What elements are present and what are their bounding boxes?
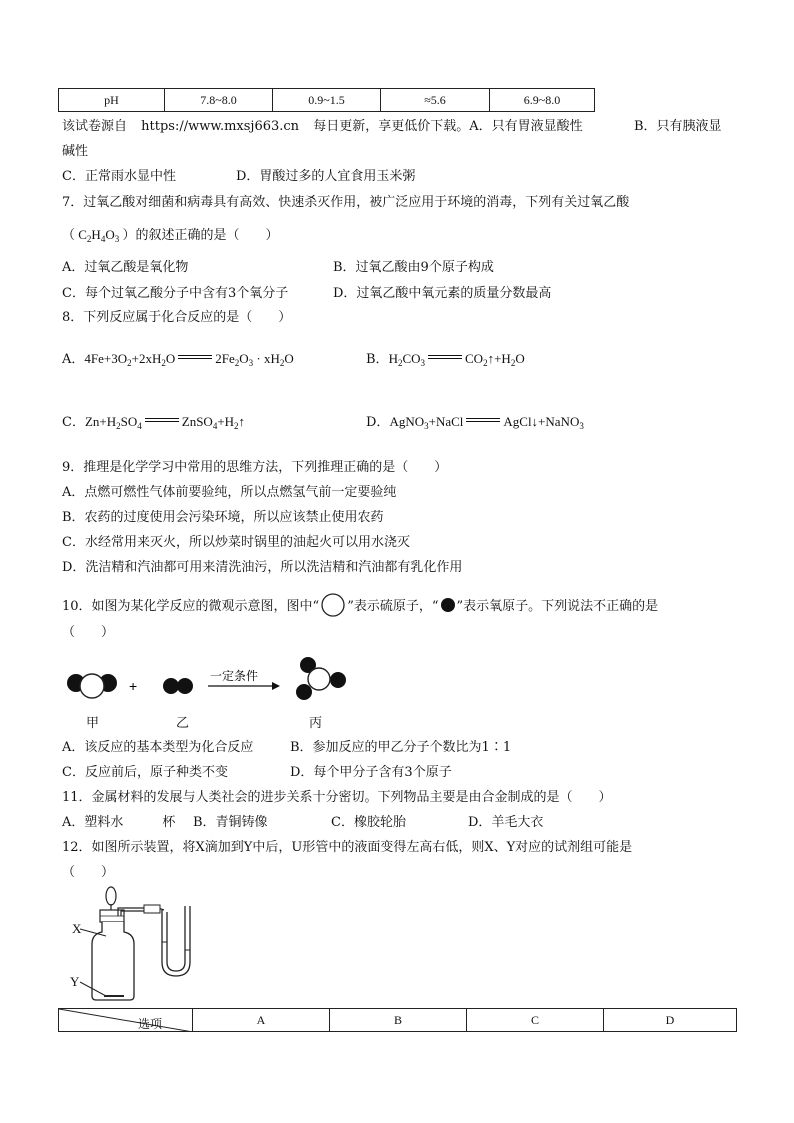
molecule-bing-icon — [296, 657, 346, 700]
q6-option-b: B．只有胰液显 — [634, 119, 722, 134]
q11-option-d: D．羊毛大衣 — [468, 815, 544, 830]
q10-stem-b: ”表示硫原子，“ — [347, 599, 439, 614]
q10-stem-c: ”表示氧原子。下列说法不正确的是 — [456, 599, 659, 614]
q7-option-c: C．每个过氧乙酸分子中含有3个氧分子 — [62, 286, 289, 301]
source-note: 该试卷源自 — [62, 119, 128, 134]
q10-option-b: B．参加反应的甲乙分子个数比为1∶1 — [290, 740, 512, 755]
q8-equation-b: $H_2CO_3$ $CO_2↑+H_2O$ — [388, 351, 525, 368]
label-x: X — [72, 921, 82, 936]
diagonal-line — [59, 1009, 193, 1032]
label-bing: 丙 — [309, 716, 323, 731]
q8-equation-a: $4Fe+3O_2+2xH_2O$ $2Fe_2O_3 \cdot xH_2O$ — [84, 351, 294, 368]
q10-option-c: C．反应前后，原子种类不变 — [62, 765, 228, 780]
molecule-jia-icon — [67, 674, 117, 698]
table-header-cell: B — [330, 1009, 467, 1032]
q7-stem-2 — [62, 226, 278, 248]
ph-value-cell: ≈5.6 — [381, 89, 490, 112]
molecule-yi-icon — [163, 678, 193, 694]
source-tail: 每日更新，享更低价下载。A．只有胃液显酸性 — [313, 119, 583, 134]
oxygen-atom-icon — [439, 595, 457, 615]
q8-option-b — [366, 350, 525, 372]
q11-option-a: A．塑料水 杯 — [62, 815, 176, 830]
q6-option-d: D．胃酸过多的人宜食用玉米粥 — [236, 169, 416, 184]
q11-stem: 11．金属材料的发展与人类社会的进步关系十分密切。下列物品主要是由合金制成的是（ ） — [62, 790, 612, 805]
q6-option-b-cont: 碱性 — [62, 144, 89, 159]
ph-value-cell: 0.9~1.5 — [273, 89, 381, 112]
q7-option-d: D．过氧乙酸中氧元素的质量分数最高 — [333, 286, 552, 301]
q12-paren: （ ） — [62, 865, 115, 880]
q8-option-a — [62, 350, 294, 372]
table-header-cell: C — [467, 1009, 604, 1032]
table-header-cell: A — [193, 1009, 330, 1032]
label-y: Y — [70, 974, 80, 989]
q10-option-a: A．该反应的基本类型为化合反应 — [62, 740, 254, 755]
reaction-diagram — [60, 650, 360, 710]
ph-table — [58, 88, 595, 112]
q10-paren: （ ） — [62, 625, 115, 640]
q9-option-c: C．水经常用来灭火，所以炒菜时锅里的油起火可以用水浇灭 — [62, 535, 410, 550]
q7-option-b: B．过氧乙酸由9个原子构成 — [333, 260, 494, 275]
q10-stem-a: 10．如图为某化学反应的微观示意图，图中“ — [62, 599, 320, 614]
q12-stem: 12．如图所示装置，将X滴加到Y中后，U形管中的液面变得左高右低，则X、Y对应的试剂组可能是 — [62, 840, 633, 855]
q8-option-c — [62, 413, 245, 435]
reaction-arrowhead — [272, 682, 280, 690]
q8-stem: 8．下列反应属于化合反应的是（ ） — [62, 310, 292, 325]
q8-label-a: A． — [62, 352, 85, 367]
q9-option-b: B．农药的过度使用会污染环境，所以应该禁止使用农药 — [62, 510, 384, 525]
q11-option-b: B．青铜铸像 — [193, 815, 268, 830]
q9-option-a: A．点燃可燃性气体前要验纯，所以点燃氢气前一定要验纯 — [62, 485, 397, 500]
q7-formula: （ $C_2H_4O_3$ ） — [62, 227, 136, 244]
table-header-cell — [59, 1009, 193, 1032]
q8-label-b: B． — [366, 352, 389, 367]
q11-option-c: C．橡胶轮胎 — [331, 815, 406, 830]
dropper-bulb-icon — [106, 887, 116, 905]
ph-label-cell: pH — [59, 89, 165, 112]
plus-sign: + — [129, 678, 138, 694]
label-yi: 乙 — [176, 716, 190, 731]
label-jia: 甲 — [86, 716, 100, 731]
q10-option-d: D．每个甲分子含有3个原子 — [290, 765, 452, 780]
source-url[interactable]: https://www.mxsj663.cn — [141, 119, 300, 134]
q9-stem: 9．推理是化学学习中常用的思维方法，下列推理正确的是（ ） — [62, 460, 448, 475]
q7-stem: 7．过氧乙酸对细菌和病毒具有高效、快速杀灭作用，被广泛应用于环境的消毒，下列有关过氧乙酸 — [62, 195, 630, 210]
q7-option-a: A．过氧乙酸是氧化物 — [62, 260, 189, 275]
q7-stem-2-tail: 的叙述正确的是（ ） — [135, 228, 279, 243]
q8-label-c: C． — [62, 415, 85, 430]
u-tube — [162, 906, 190, 976]
q10-stem — [62, 593, 658, 617]
reaction-condition: 一定条件 — [210, 669, 259, 683]
q6-line-1 — [62, 118, 583, 136]
q6-option-c: C．正常雨水显中性 — [62, 169, 176, 184]
q8-equation-c: $Zn+H_2SO_4$ $ZnSO_4+H_2↑$ — [84, 414, 246, 431]
table-header-cell: D — [604, 1009, 737, 1032]
q8-option-d — [366, 413, 584, 435]
q8-equation-d: AgNO$_3$+NaCl AgCl↓+NaNO$_3$ — [389, 414, 584, 431]
apparatus-diagram — [66, 884, 206, 1004]
q12-options-table — [58, 1008, 737, 1032]
ph-value-cell: 7.8~8.0 — [165, 89, 273, 112]
sulfur-atom-icon — [319, 593, 347, 617]
q8-label-d: D． — [366, 415, 390, 430]
q9-option-d: D．洗洁精和汽油都可用来清洗油污，所以洗洁精和汽油都有乳化作用 — [62, 560, 463, 575]
table-header-option-label: 选项 — [137, 1016, 162, 1031]
ph-value-cell: 6.9~8.0 — [490, 89, 595, 112]
